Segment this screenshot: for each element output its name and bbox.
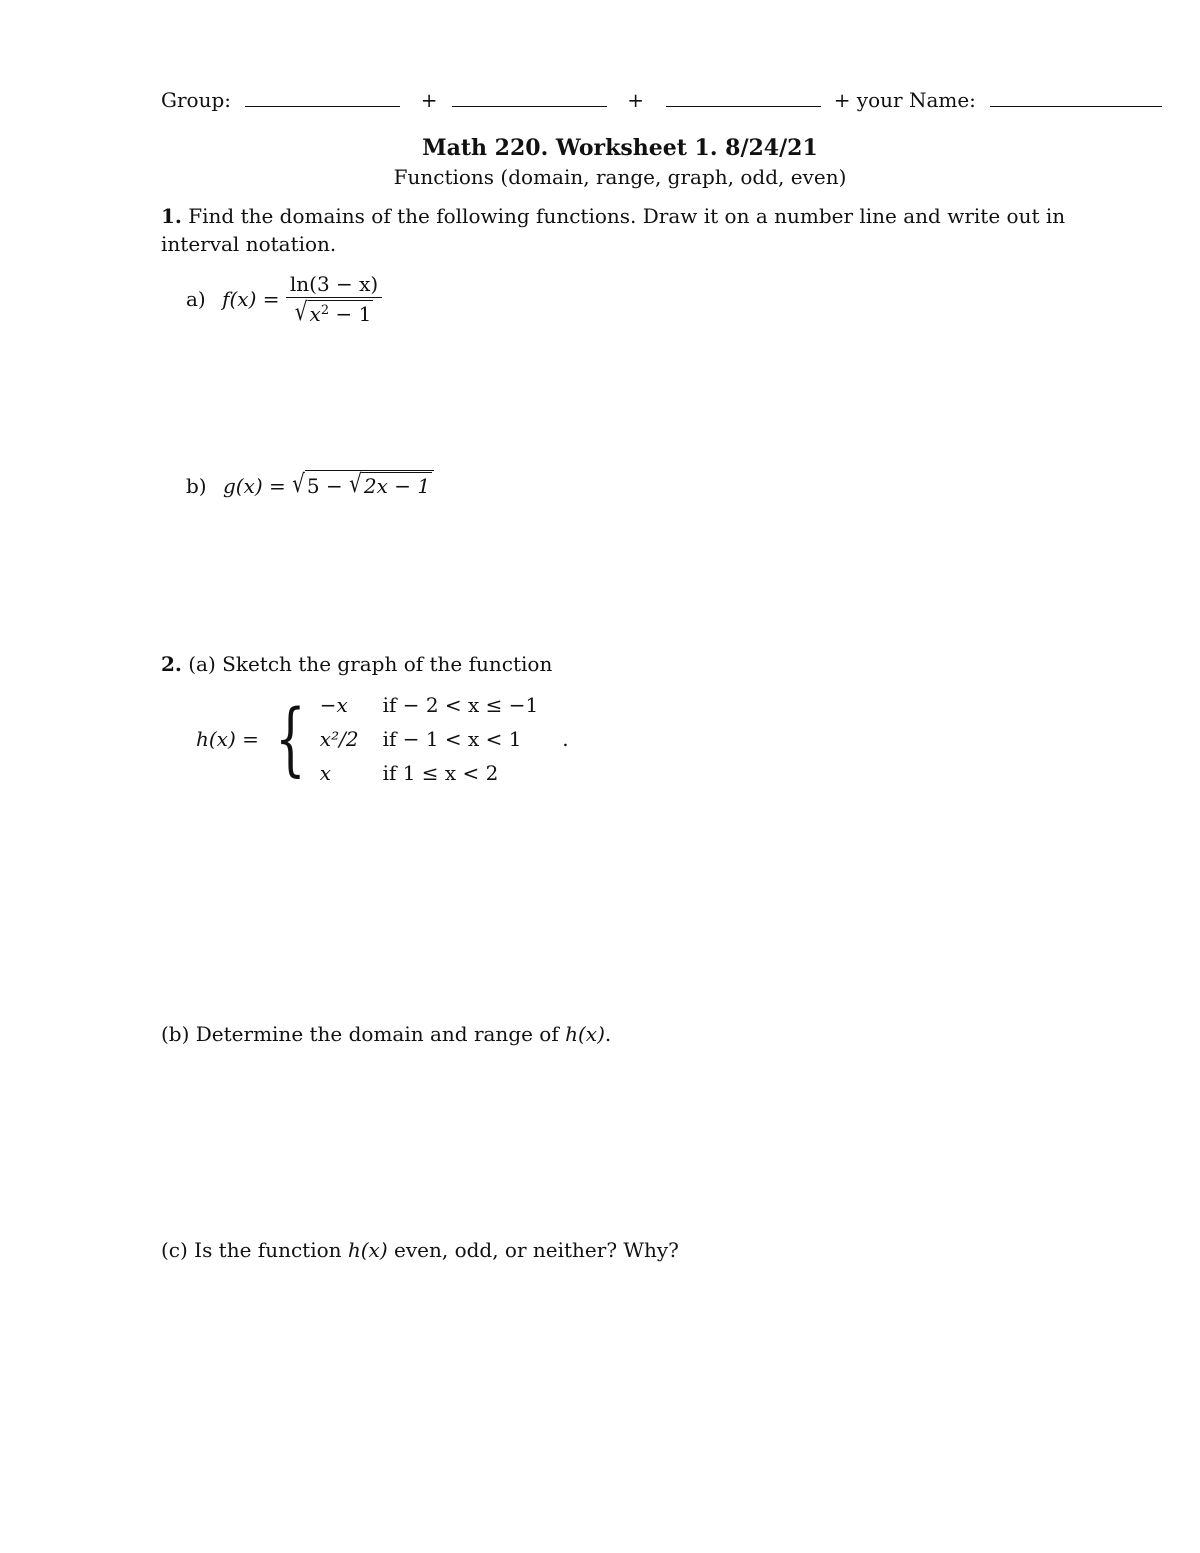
problem-2a-text bbox=[161, 652, 552, 676]
problem-1a-label: a) bbox=[186, 287, 206, 311]
plus-sign-1: + bbox=[420, 88, 438, 112]
problem-1b-label: b) bbox=[186, 474, 207, 498]
problem-1a-fraction bbox=[286, 272, 382, 326]
problem-1a-numerator: ln(3 − x) bbox=[286, 272, 382, 298]
plus-sign-2: + bbox=[627, 88, 644, 112]
case-condition: if − 1 < x < 1 bbox=[382, 727, 522, 751]
problem-1-line2: interval notation. bbox=[161, 232, 337, 256]
piecewise-case bbox=[320, 722, 550, 756]
case-condition: if 1 ≤ x < 2 bbox=[382, 761, 499, 785]
piecewise-case bbox=[320, 756, 550, 790]
problem-1a bbox=[186, 272, 382, 326]
problem-1-text bbox=[161, 204, 1065, 228]
piecewise-case bbox=[320, 688, 550, 722]
sqrt-symbol: √ $x^2 - 1$ bbox=[294, 296, 372, 326]
problem-1-number: 1. bbox=[161, 204, 182, 228]
your-name-blank[interactable] bbox=[990, 88, 1162, 107]
your-name-label: + your Name: bbox=[833, 88, 976, 112]
group-member-3-blank[interactable] bbox=[666, 88, 821, 107]
case-expr: x bbox=[319, 761, 332, 785]
problem-1a-lhs: f(x) = bbox=[222, 287, 280, 311]
header-row bbox=[161, 88, 1162, 112]
group-label: Group: bbox=[161, 88, 231, 112]
piecewise-function bbox=[196, 688, 569, 790]
inner-sqrt-symbol: √ 2x − 1 bbox=[349, 468, 431, 498]
case-condition: if − 2 < x ≤ −1 bbox=[382, 693, 539, 717]
worksheet-subtitle: Functions (domain, range, graph, odd, even) bbox=[393, 165, 847, 189]
problem-2a-prompt: (a) Sketch the graph of the function bbox=[188, 652, 553, 676]
piecewise-cases bbox=[320, 688, 550, 790]
case-expr: x²/2 bbox=[319, 727, 359, 751]
problem-1b-lhs: g(x) = bbox=[222, 474, 286, 498]
worksheet-title: Math 220. Worksheet 1. 8/24/21 bbox=[422, 135, 818, 161]
case-expr: −x bbox=[319, 693, 348, 717]
piecewise-period: . bbox=[562, 727, 569, 751]
problem-1-line1: Find the domains of the following functions. Draw it on a number line and write out in bbox=[188, 204, 1066, 228]
group-member-1-blank[interactable] bbox=[245, 88, 400, 107]
left-brace: { bbox=[275, 692, 306, 785]
piecewise-lhs: h(x) = bbox=[196, 727, 259, 751]
problem-2-number: 2. bbox=[161, 652, 182, 676]
group-member-2-blank[interactable] bbox=[452, 88, 607, 107]
problem-2c-text: (c) Is the function h(x) even, odd, or neither? Why? bbox=[161, 1238, 679, 1262]
problem-1a-denominator bbox=[286, 298, 382, 326]
problem-2b-text: (b) Determine the domain and range of h(x). bbox=[161, 1022, 612, 1046]
problem-1b bbox=[186, 470, 434, 498]
outer-sqrt-symbol: √ 5 − √ 2x − 1 bbox=[292, 470, 434, 498]
